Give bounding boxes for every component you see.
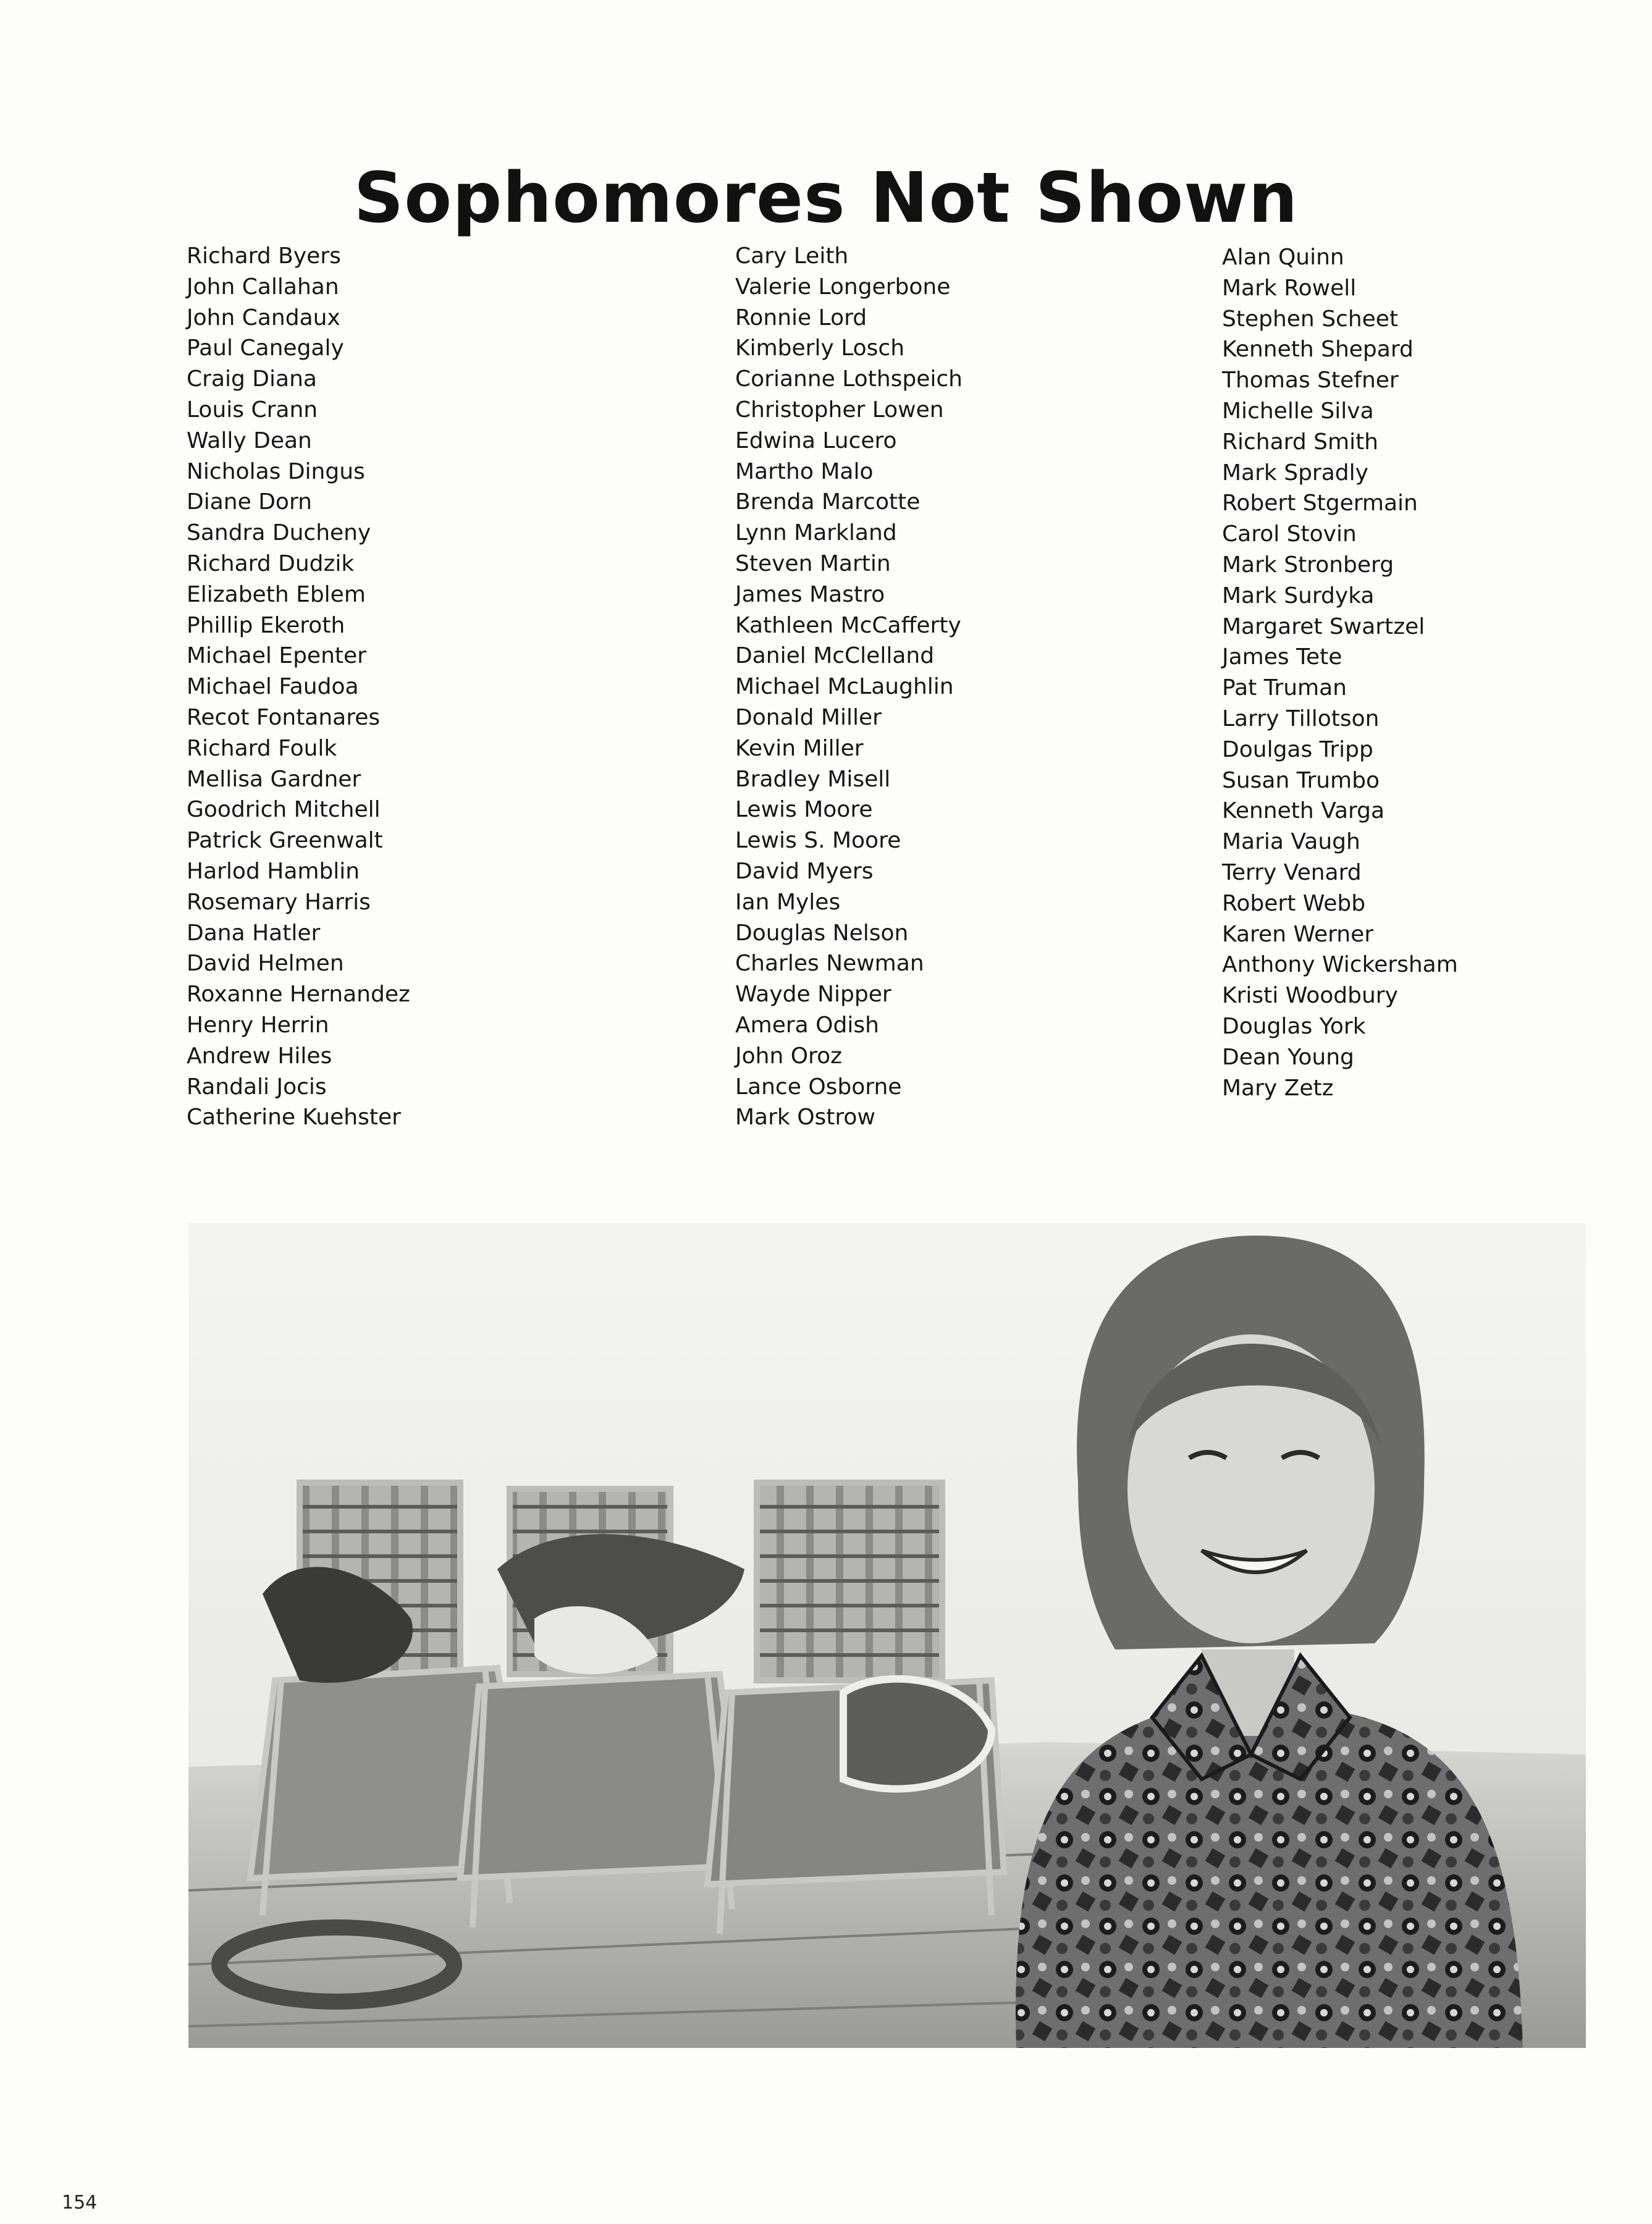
student-name: Dean Young	[1222, 1044, 1354, 1070]
student-name: Nicholas Dingus	[187, 458, 365, 484]
student-name: Robert Webb	[1222, 890, 1366, 916]
student-name: David Myers	[735, 858, 874, 884]
student-name: Mark Rowell	[1222, 275, 1357, 301]
student-photo	[188, 1223, 1586, 2048]
student-name: Pat Truman	[1222, 675, 1347, 701]
student-name: Maria Vaugh	[1222, 829, 1360, 855]
student-name: Richard Smith	[1222, 429, 1379, 455]
student-name: Martho Malo	[735, 458, 874, 484]
student-name: John Oroz	[735, 1043, 842, 1069]
student-name: Kevin Miller	[735, 735, 864, 761]
student-name: Richard Byers	[187, 243, 341, 269]
student-name: Mark Surdyka	[1222, 583, 1375, 609]
student-name: Cary Leith	[735, 243, 849, 269]
student-name: Margaret Swartzel	[1222, 613, 1425, 639]
student-name: Paul Canegaly	[187, 335, 344, 361]
student-name: Robert Stgermain	[1222, 491, 1418, 516]
student-name: Corianne Lothspeich	[735, 366, 963, 392]
student-name: Kathleen McCafferty	[735, 612, 961, 638]
student-name: Ian Myles	[735, 889, 841, 915]
student-name: Christopher Lowen	[735, 397, 944, 423]
student-name: Kristi Woodbury	[1222, 983, 1398, 1009]
student-name: Kenneth Varga	[1222, 798, 1385, 824]
student-name: Diane Dorn	[187, 489, 312, 515]
student-name: Larry Tillotson	[1222, 706, 1380, 731]
student-name: Catherine Kuehster	[187, 1105, 401, 1131]
student-name: Alan Quinn	[1222, 245, 1344, 270]
student-name: Mark Stronberg	[1222, 552, 1394, 578]
student-name: Donald Miller	[735, 704, 882, 730]
page-title: Sophomores Not Shown	[353, 158, 1299, 239]
student-name: Kenneth Shepard	[1222, 337, 1414, 363]
student-name: Craig Diana	[187, 366, 317, 392]
student-name: John Candaux	[187, 305, 340, 331]
student-name: Lance Osborne	[735, 1074, 902, 1100]
student-name: Michelle Silva	[1222, 398, 1374, 424]
student-name: Mark Ostrow	[735, 1105, 875, 1131]
student-name: Lynn Markland	[735, 520, 897, 546]
student-name: Douglas Nelson	[735, 920, 909, 946]
student-name: Patrick Greenwalt	[187, 828, 383, 854]
student-name: Richard Foulk	[187, 735, 337, 761]
student-name: Roxanne Hernandez	[187, 982, 410, 1008]
student-name: Randali Jocis	[187, 1074, 327, 1100]
student-name: Doulgas Tripp	[1222, 736, 1373, 762]
student-name: Susan Trumbo	[1222, 767, 1380, 793]
student-name: Wally Dean	[187, 428, 312, 453]
student-name: Brenda Marcotte	[735, 489, 921, 515]
student-name: Richard Dudzik	[187, 550, 355, 576]
student-name: Andrew Hiles	[187, 1043, 332, 1069]
student-name: Kimberly Losch	[735, 335, 905, 361]
student-name: Harlod Hamblin	[187, 858, 360, 884]
student-name: Mellisa Gardner	[187, 766, 361, 792]
student-name: Stephen Scheet	[1222, 306, 1399, 332]
student-name: James Mastro	[735, 581, 885, 607]
student-name: Henry Herrin	[187, 1012, 329, 1038]
student-name: Lewis S. Moore	[735, 828, 901, 854]
student-name: Goodrich Mitchell	[187, 797, 381, 823]
student-name: Michael Faudoa	[187, 674, 359, 700]
student-name: Sandra Ducheny	[187, 520, 371, 546]
student-name: Wayde Nipper	[735, 982, 891, 1008]
student-name: Michael McLaughlin	[735, 674, 954, 700]
student-name: Lewis Moore	[735, 797, 873, 823]
student-name: Thomas Stefner	[1222, 368, 1399, 394]
student-name: Valerie Longerbone	[735, 274, 951, 300]
student-name: Terry Venard	[1222, 859, 1362, 885]
student-name: Carol Stovin	[1222, 521, 1357, 547]
student-name: Dana Hatler	[187, 920, 321, 946]
student-name: Phillip Ekeroth	[187, 612, 345, 638]
student-name: Louis Crann	[187, 397, 318, 423]
student-name: James Tete	[1222, 644, 1342, 670]
page-number: 154	[62, 2192, 98, 2213]
student-name: Charles Newman	[735, 951, 924, 977]
student-name: Bradley Misell	[735, 766, 891, 792]
student-name: Amera Odish	[735, 1012, 879, 1038]
student-name: Edwina Lucero	[735, 428, 897, 453]
student-name: Elizabeth Eblem	[187, 581, 366, 607]
name-column-1	[187, 241, 410, 1133]
student-name: Daniel McClelland	[735, 643, 935, 669]
student-name: Rosemary Harris	[187, 889, 371, 915]
name-column-3	[1222, 242, 1458, 1103]
student-name: John Callahan	[187, 274, 339, 300]
student-name: Karen Werner	[1222, 921, 1374, 947]
name-column-2	[735, 241, 963, 1133]
student-name: David Helmen	[187, 951, 344, 977]
student-name: Mary Zetz	[1222, 1075, 1334, 1101]
student-name: Recot Fontanares	[187, 704, 381, 730]
student-name: Mark Spradly	[1222, 460, 1368, 486]
student-name: Anthony Wickersham	[1222, 952, 1458, 978]
student-name: Steven Martin	[735, 550, 891, 576]
student-name: Ronnie Lord	[735, 305, 867, 331]
student-name: Michael Epenter	[187, 643, 366, 669]
student-name: Douglas York	[1222, 1013, 1366, 1039]
